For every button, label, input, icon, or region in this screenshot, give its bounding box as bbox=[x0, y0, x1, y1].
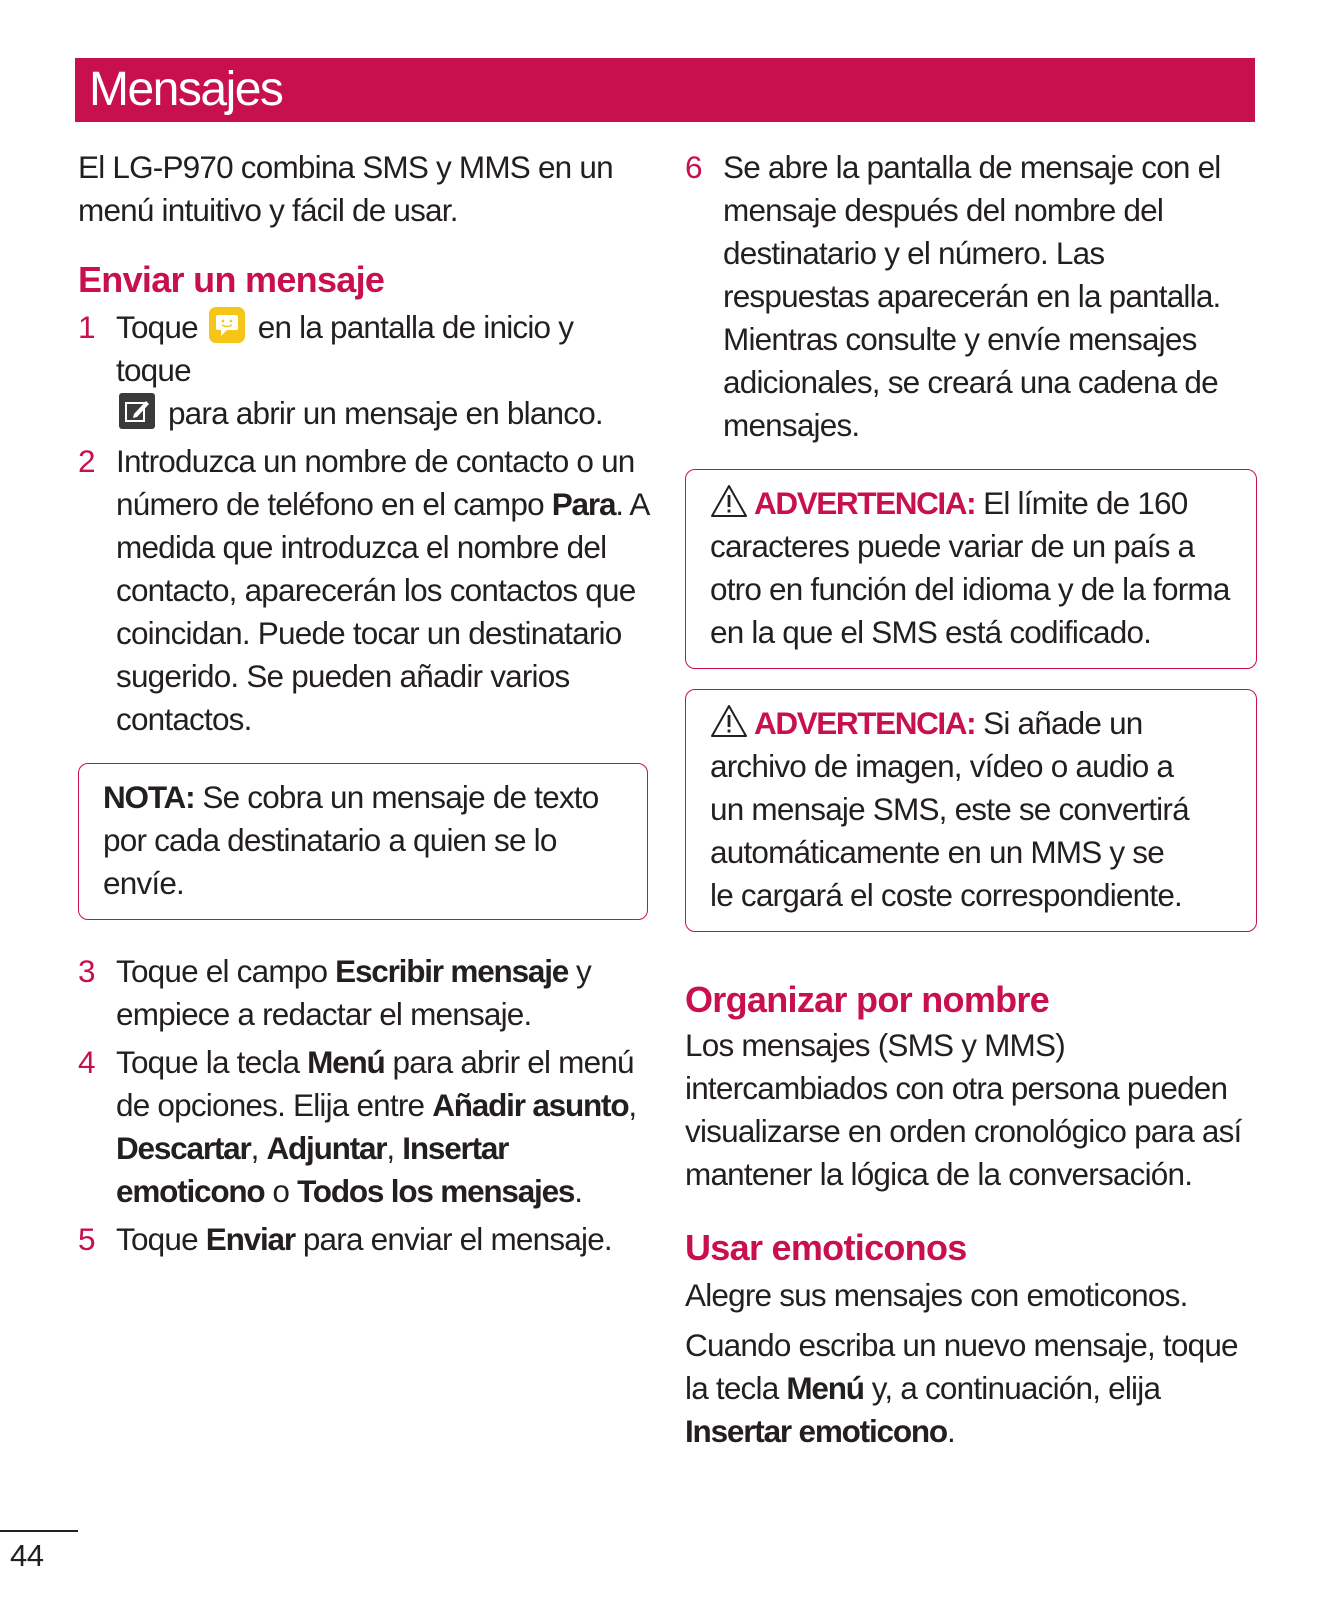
step-4-sep-1: , bbox=[628, 1087, 637, 1123]
option-discard: Descartar bbox=[116, 1130, 251, 1166]
warning-1-text bbox=[710, 482, 1232, 654]
section-title-emoticons: Usar emoticonos bbox=[685, 1227, 967, 1268]
note-text bbox=[103, 776, 623, 905]
step-number: 3 bbox=[78, 953, 96, 989]
emoticons-paragraph-2 bbox=[685, 1324, 1257, 1453]
section-title-organize: Organizar por nombre bbox=[685, 979, 1050, 1020]
emoticons-p2-end: . bbox=[946, 1413, 955, 1449]
step-4-sep-2: , bbox=[250, 1130, 267, 1166]
step-1-text bbox=[116, 306, 648, 435]
step-2-text-a: Introduzca un nombre de contacto o un número de teléfono en el campo bbox=[116, 443, 635, 522]
warning-2-body: Si añade un archivo de imagen, vídeo o audio a un mensaje SMS, este se convertirá automáticamente en un MMS y se le cargará el coste correspondiente. bbox=[710, 705, 1189, 913]
section-header-bar bbox=[75, 58, 1255, 122]
step-number: 4 bbox=[78, 1044, 96, 1080]
button-name-send: Enviar bbox=[205, 1221, 295, 1257]
warning-icon bbox=[710, 484, 748, 518]
step-4-text bbox=[116, 1041, 648, 1213]
warning-box-2 bbox=[685, 689, 1257, 932]
step-3 bbox=[78, 950, 648, 1036]
step-5-text bbox=[116, 1218, 648, 1261]
option-insert-emoticon: Insertar emoticono bbox=[116, 1130, 509, 1209]
warning-box-1 bbox=[685, 469, 1257, 669]
note-body: Se cobra un mensaje de texto por cada destinatario a quien se lo envíe. bbox=[103, 779, 599, 901]
intro-paragraph: El LG-P970 combina SMS y MMS en un menú intuitivo y fácil de usar. bbox=[78, 149, 613, 228]
field-name-write-message: Escribir mensaje bbox=[335, 953, 569, 989]
step-5-text-b: para enviar el mensaje. bbox=[294, 1221, 612, 1257]
emoticons-p2-text-a: Cuando escriba un nuevo mensaje, toque la tecla bbox=[685, 1327, 1238, 1406]
step-number: 1 bbox=[78, 309, 96, 345]
step-3-text-b: y empiece a redactar el mensaje. bbox=[116, 953, 592, 1032]
warning-label: ADVERTENCIA: bbox=[754, 705, 976, 741]
option-all-messages: Todos los mensajes bbox=[297, 1173, 575, 1209]
step-4-sep-4: o bbox=[264, 1173, 298, 1209]
step-3-text-a: Toque el campo bbox=[116, 953, 336, 989]
step-6-text: Se abre la pantalla de mensaje con el mensaje después del nombre del destinatario y el número. Las respuestas aparecerán en la pantalla. Mientras consulte y envíe mensajes adicionales, se creará una cadena de mensajes. bbox=[723, 149, 1221, 443]
field-name-para: Para bbox=[551, 486, 616, 522]
step-2-text bbox=[116, 440, 648, 741]
step-1 bbox=[78, 306, 648, 435]
section-title-send-message: Enviar un mensaje bbox=[78, 259, 385, 300]
warning-1-body: El límite de 160 caracteres puede variar de un país a otro en función del idioma y de la forma en la que el SMS está codificado. bbox=[710, 485, 1230, 650]
step-4-text-b: para abrir el menú de opciones. Elija entre bbox=[116, 1044, 634, 1123]
step-2 bbox=[78, 440, 648, 741]
key-name-menu: Menú bbox=[786, 1370, 864, 1406]
message-app-icon bbox=[208, 306, 246, 344]
emoticons-p2-text-b: y, a continuación, elija bbox=[863, 1370, 1161, 1406]
right-column bbox=[685, 146, 1257, 1453]
warning-icon bbox=[710, 704, 748, 738]
option-attach: Adjuntar bbox=[266, 1130, 387, 1166]
step-number: 2 bbox=[78, 443, 96, 479]
step-6 bbox=[685, 146, 1257, 447]
step-2-text-b: . A medida que introduzca el nombre del contacto, aparecerán los contactos que coincidan. Puede tocar un destinatario sugerido. Se pueden añadir varios contactos. bbox=[116, 486, 648, 737]
step-4-sep-3: , bbox=[386, 1130, 403, 1166]
step-1-text-c: para abrir un mensaje en blanco. bbox=[167, 395, 603, 431]
compose-icon bbox=[118, 392, 156, 430]
emoticons-paragraph-1: Alegre sus mensajes con emoticonos. bbox=[685, 1277, 1188, 1313]
organize-paragraph: Los mensajes (SMS y MMS) intercambiados con otra persona pueden visualizarse en orden cronológico para así mantener la lógica de la conversación. bbox=[685, 1027, 1242, 1192]
key-name-menu: Menú bbox=[307, 1044, 385, 1080]
step-4-end: . bbox=[574, 1173, 583, 1209]
warning-label: ADVERTENCIA: bbox=[754, 485, 976, 521]
step-1-text-b: en la pantalla de inicio y toque bbox=[116, 309, 574, 388]
note-box bbox=[78, 763, 648, 920]
warning-2-text bbox=[710, 702, 1232, 917]
page-number-rule bbox=[0, 1530, 78, 1532]
page-number: 44 bbox=[10, 1538, 44, 1573]
step-1-text-a: Toque bbox=[116, 309, 198, 345]
step-5-text-a: Toque bbox=[116, 1221, 206, 1257]
step-5 bbox=[78, 1218, 648, 1261]
step-number: 5 bbox=[78, 1221, 96, 1257]
page-title: Mensajes bbox=[89, 63, 283, 116]
step-3-text bbox=[116, 950, 648, 1036]
step-4-text-a: Toque la tecla bbox=[116, 1044, 308, 1080]
option-add-subject: Añadir asunto bbox=[432, 1087, 629, 1123]
option-insert-emoticon: Insertar emoticono bbox=[685, 1413, 947, 1449]
step-number: 6 bbox=[685, 149, 703, 185]
left-column bbox=[78, 146, 648, 1261]
step-4 bbox=[78, 1041, 648, 1213]
note-label: NOTA: bbox=[103, 779, 195, 815]
